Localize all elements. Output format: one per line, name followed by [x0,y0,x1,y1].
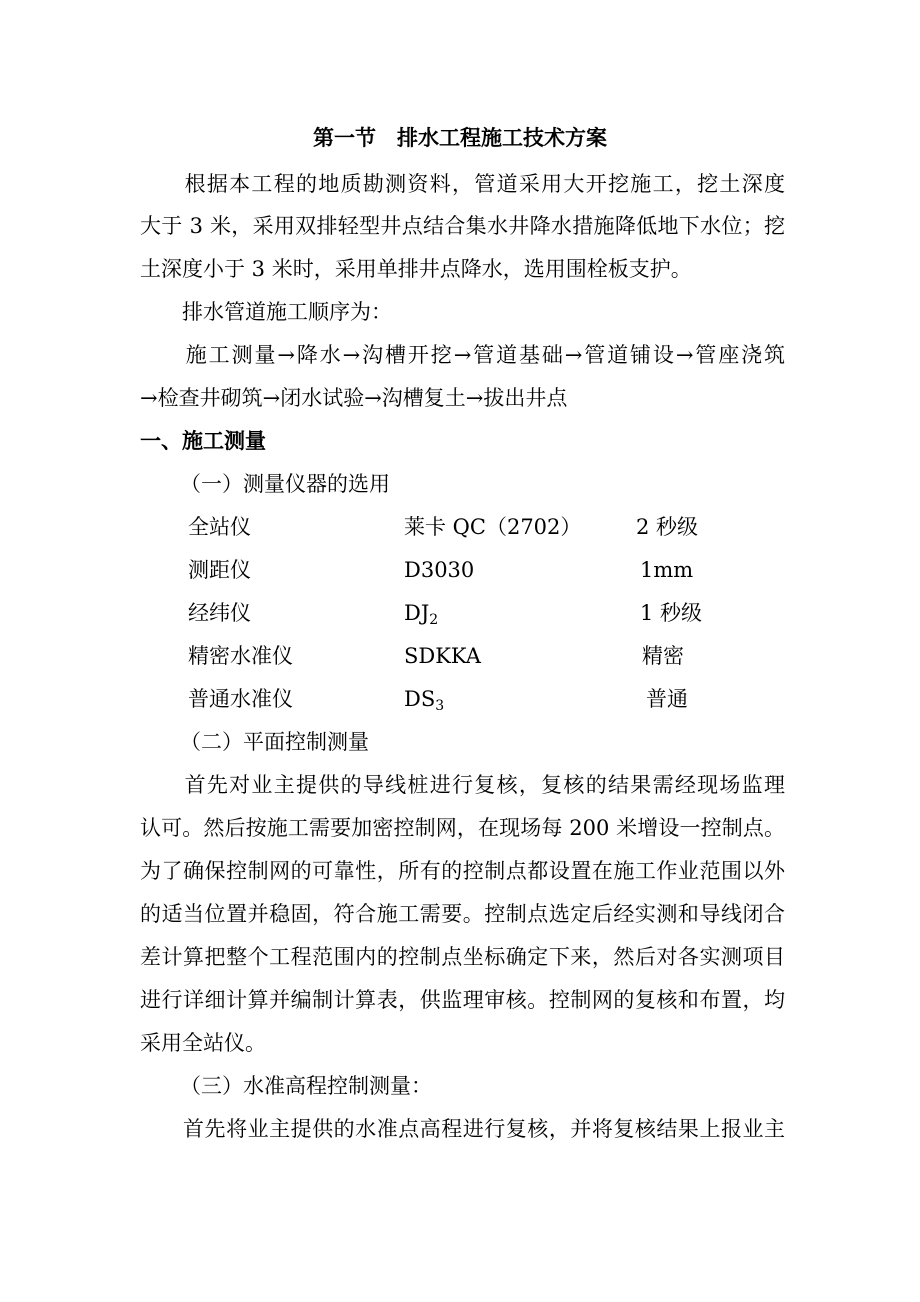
instrument-model: D3030 [404,558,475,582]
instrument-model: $DS_3$ [404,687,445,714]
control-paragraph-line: 的适当位置并稳固，符合施工需要。控制点选定后经实测和导线闭合 [140,902,785,926]
instrument-model: SDKKA [404,644,481,668]
instrument-name: 测距仪 [188,558,251,582]
instrument-spec: 普通 [646,687,688,711]
instrument-model: $DJ_2$ [404,601,439,628]
leveling-paragraph-line: 首先将业主提供的水准点高程进行复核，并将复核结果上报业主 [140,1117,785,1141]
subsection-heading-1: （一）测量仪器的选用 [180,472,390,496]
instrument-name: 全站仪 [188,515,251,539]
instrument-name: 普通水准仪 [188,687,293,711]
control-paragraph-line: 为了确保控制网的可靠性，所有的控制点都设置在施工作业范围以外 [140,859,785,883]
instrument-name: 经纬仪 [188,601,251,625]
subsection-heading-3: （三）水准高程控制测量： [180,1074,432,1098]
instrument-spec: 精密 [642,644,684,668]
instrument-name: 精密水准仪 [188,644,293,668]
page-title: 第一节 排水工程施工技术方案 [313,125,607,150]
control-paragraph-line: 进行详细计算并编制计算表，供监理审核。控制网的复核和布置，均 [140,988,785,1012]
control-paragraph-line: 差计算把整个工程范围内的控制点坐标确定下来，然后对各实测项目 [140,945,785,969]
intro-line-1: 根据本工程的地质勘测资料，管道采用大开挖施工，挖土深度 [140,172,785,196]
sequence-intro: 排水管道施工顺序为： [140,300,392,324]
instrument-model: 莱卡 QC（2702） [404,515,582,539]
section-heading: 一、施工测量 [140,428,266,453]
control-paragraph-line: 首先对业主提供的导线桩进行复核，复核的结果需经现场监理 [140,773,785,797]
subsection-heading-2: （二）平面控制测量 [180,730,369,754]
control-paragraph-line: 采用全站仪。 [140,1031,266,1055]
instrument-spec: 2 秒级 [636,515,699,539]
intro-line-2: 大于 3 米，采用双排轻型井点结合集水井降水措施降低地下水位；挖 [140,214,785,238]
instrument-spec: 1 秒级 [640,601,703,625]
control-paragraph-line: 认可。然后按施工需要加密控制网，在现场每 200 米增设一控制点。 [140,816,785,840]
instrument-spec: 1mm [640,558,694,582]
intro-line-3: 土深度小于 3 米时，采用单排井点降水，选用围栓板支护。 [140,257,692,281]
sequence-line-2: →检查井砌筑→闭水试验→沟槽复土→拔出井点 [140,386,568,410]
sequence-line-1: 施工测量→降水→沟槽开挖→管道基础→管道铺设→管座浇筑 [140,343,785,367]
